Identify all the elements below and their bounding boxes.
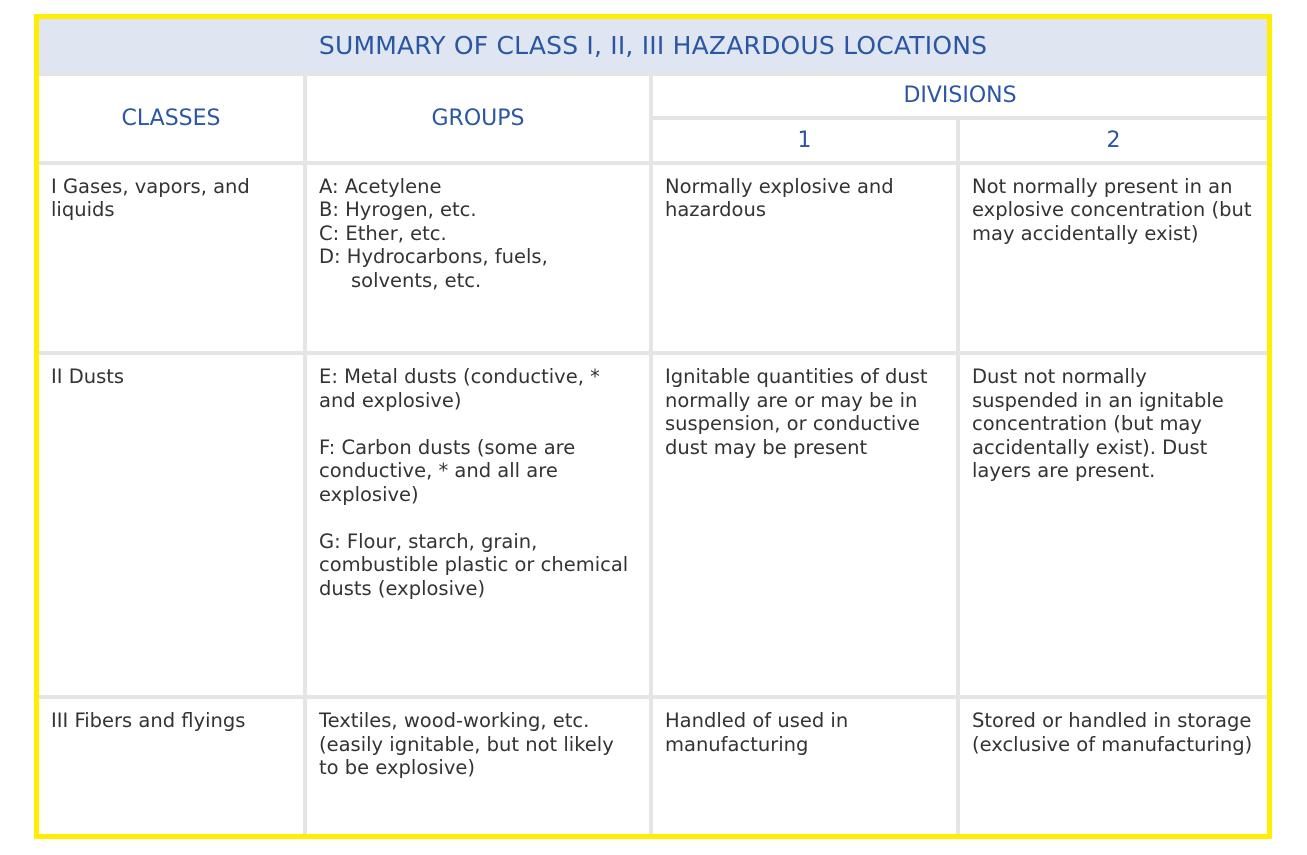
table-row [39, 697, 1267, 834]
division-2-cell [958, 697, 1267, 834]
division-2-text: Stored or handled in storage (exclusive of manufacturing) [972, 709, 1253, 756]
division-2-text: Not normally present in an explosive concentration (but may accidentally exist) [972, 174, 1252, 245]
division-1-text: Handled of used in manufacturing [665, 709, 849, 756]
group-list [307, 165, 649, 293]
header-classes: CLASSES [39, 74, 305, 163]
groups-cell [305, 353, 651, 697]
division-2-cell [958, 163, 1267, 353]
division-2-text: Dust not normally suspended in an ignitable concentration (but may accidentally exist). Dust layers are present. [972, 365, 1224, 483]
class-cell [39, 353, 305, 697]
groups-cell [305, 697, 651, 834]
division-1-cell [651, 697, 958, 834]
division-1-cell [651, 163, 958, 353]
class-label: II Dusts [51, 365, 125, 389]
group-item: C: Ether, etc. [319, 221, 447, 245]
division-1-cell [651, 353, 958, 697]
table-row [39, 163, 1267, 353]
header-division-2: 2 [958, 118, 1267, 163]
header-division-1: 1 [651, 118, 958, 163]
class-cell [39, 163, 305, 353]
group-item: D: Hydrocarbons, fuels, solvents, etc. [319, 245, 548, 292]
header-divisions: DIVISIONS [651, 74, 1267, 119]
group-item: A: Acetylene [319, 174, 442, 198]
hazardous-locations-table-frame [34, 14, 1272, 839]
division-1-text: Normally explosive and hazardous [665, 174, 894, 222]
groups-cell [305, 163, 651, 353]
table-row [39, 353, 1267, 697]
group-item: G: Flour, starch, grain, combustible plastic or chemical dusts (explosive) [319, 529, 629, 600]
group-item: B: Hyrogen, etc. [319, 198, 477, 222]
header-groups: GROUPS [305, 74, 651, 163]
group-item: Textiles, wood-working, etc. (easily ignitable, but not likely to be explosive) [319, 709, 614, 780]
group-item: E: Metal dusts (conductive, * and explosive) [319, 365, 600, 412]
class-label: I Gases, vapors, and liquids [51, 174, 250, 222]
table-title: SUMMARY OF CLASS I, II, III HAZARDOUS LOCATIONS [39, 19, 1267, 74]
division-2-cell [958, 353, 1267, 697]
group-item: F: Carbon dusts (some are conductive, * and all are explosive) [319, 435, 576, 506]
class-cell [39, 697, 305, 834]
hazardous-locations-table [39, 19, 1267, 834]
division-1-text: Ignitable quantities of dust normally are or may be in suspension, or conductive dust may be present [665, 365, 928, 459]
class-label: III Fibers and flyings [51, 709, 246, 733]
